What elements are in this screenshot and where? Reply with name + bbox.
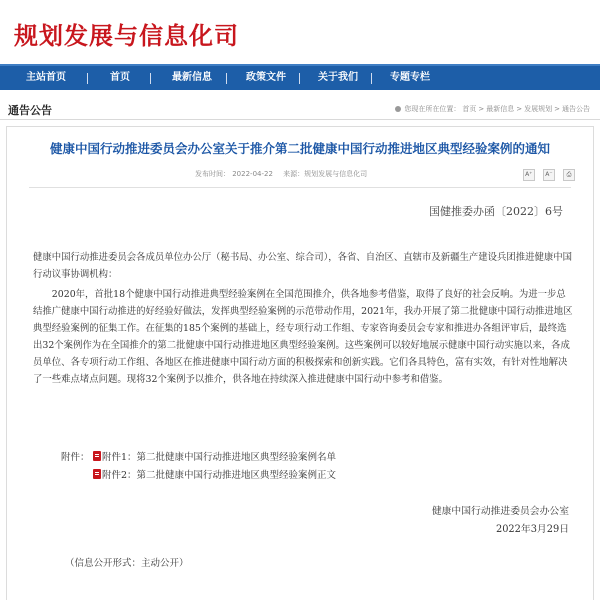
article-container [6, 126, 594, 600]
signature-org: 健康中国行动推进委员会办公室 [431, 506, 569, 517]
nav-item-about-us[interactable]: 关于我们 [318, 72, 358, 83]
document-number: 国健推委办函〔2022〕6号 [429, 205, 563, 218]
location-pin-icon [395, 106, 401, 112]
article-meta [195, 169, 375, 179]
attachment-link-2[interactable] [93, 467, 336, 481]
attachment-link-1[interactable] [93, 449, 336, 463]
nav-item-policy-docs[interactable]: 政策文件 [246, 72, 286, 83]
breadcrumb-separator: > [516, 105, 523, 113]
nav-separator [87, 73, 88, 84]
attachments-label: 附件： [61, 452, 90, 463]
nav-item-special-topics[interactable]: 专题专栏 [390, 72, 430, 83]
nav-item-latest-info[interactable]: 最新信息 [172, 72, 212, 83]
salutation: 健康中国行动推进委员会各成员单位办公厅（秘书局、办公室、综合司），各省、自治区、直辖市及新疆生产建设兵团推进健康中国行动议事协调机构： [33, 252, 573, 280]
section-title: 通告公告 [8, 104, 52, 117]
nav-separator [299, 73, 300, 84]
article-source: 来源：规划发展与信息化司 [283, 170, 368, 178]
attachment-1-label[interactable]: 附件1：第二批健康中国行动推进地区典型经验案例名单 [102, 452, 337, 463]
breadcrumb [395, 104, 592, 114]
body-paragraph: 2020年，首批18个健康中国行动推进典型经验案例在全国范围推介，供各地参考借鉴，取得了良好的社会反响。为进一步总结推广健康中国行动推进的好经验好做法，发挥典型经验案例的示范带动作用，2021年，我办开展了第二批健康中国行动推进地区典型经验案例的征集工作。在征集的185个案例的基础上，经专项行动工作组、专家咨询委员会专家和推进办各组评审后，最终选出32个案例作为在全国推介的第二批健康中国行动推进地区典型经验案例。这些案例可以较好地展示健康中国行动实施以来，各成员单位、各专项行动工作组、各地区在推进健康中国行动方面的积极探索和创新实践。它们各具特色，富有实效，有针对性地解决了一些难点堵点问题。现将32个案例予以推介，供各地在持续深入推进健康中国行动中参考和借鉴。 [33, 289, 573, 385]
nav-separator [226, 73, 227, 84]
site-title: 规划发展与信息化司 [14, 22, 239, 50]
publish-date: 发布时间： 2022-04-22 [195, 170, 273, 178]
breadcrumb-link-home[interactable]: 首页 [462, 105, 477, 113]
pdf-file-icon [93, 469, 101, 479]
site-header [0, 0, 600, 64]
breadcrumb-separator: > [554, 105, 560, 113]
nav-item-home[interactable]: 首页 [110, 72, 130, 83]
font-increase-button[interactable]: A⁺ [523, 169, 535, 181]
article-tools [520, 169, 575, 188]
breadcrumb-link-latest-info[interactable]: 最新信息 [486, 105, 515, 113]
attachment-2-label[interactable]: 附件2：第二批健康中国行动推进地区典型经验案例正文 [102, 470, 337, 481]
main-navbar [0, 64, 600, 90]
breadcrumb-prefix: 您现在所在位置： [404, 105, 461, 113]
nav-separator [150, 73, 151, 84]
section-bar [0, 98, 600, 120]
nav-item-main-home[interactable]: 主站首页 [26, 72, 66, 83]
nav-separator [371, 73, 372, 84]
article-title: 健康中国行动推进委员会办公室关于推介第二批健康中国行动推进地区典型经验案例的通知 [49, 141, 550, 156]
breadcrumb-separator: > [478, 105, 485, 113]
signature-date: 2022年3月29日 [495, 524, 569, 535]
disclosure-note: （信息公开形式：主动公开） [65, 558, 189, 569]
breadcrumb-current: 通告公告 [562, 105, 590, 113]
font-decrease-button[interactable]: A⁻ [543, 169, 555, 181]
title-divider [29, 187, 571, 188]
pdf-file-icon [93, 451, 101, 461]
print-button[interactable]: ⎙ [563, 169, 575, 181]
breadcrumb-link-planning[interactable]: 发展规划 [524, 105, 553, 113]
